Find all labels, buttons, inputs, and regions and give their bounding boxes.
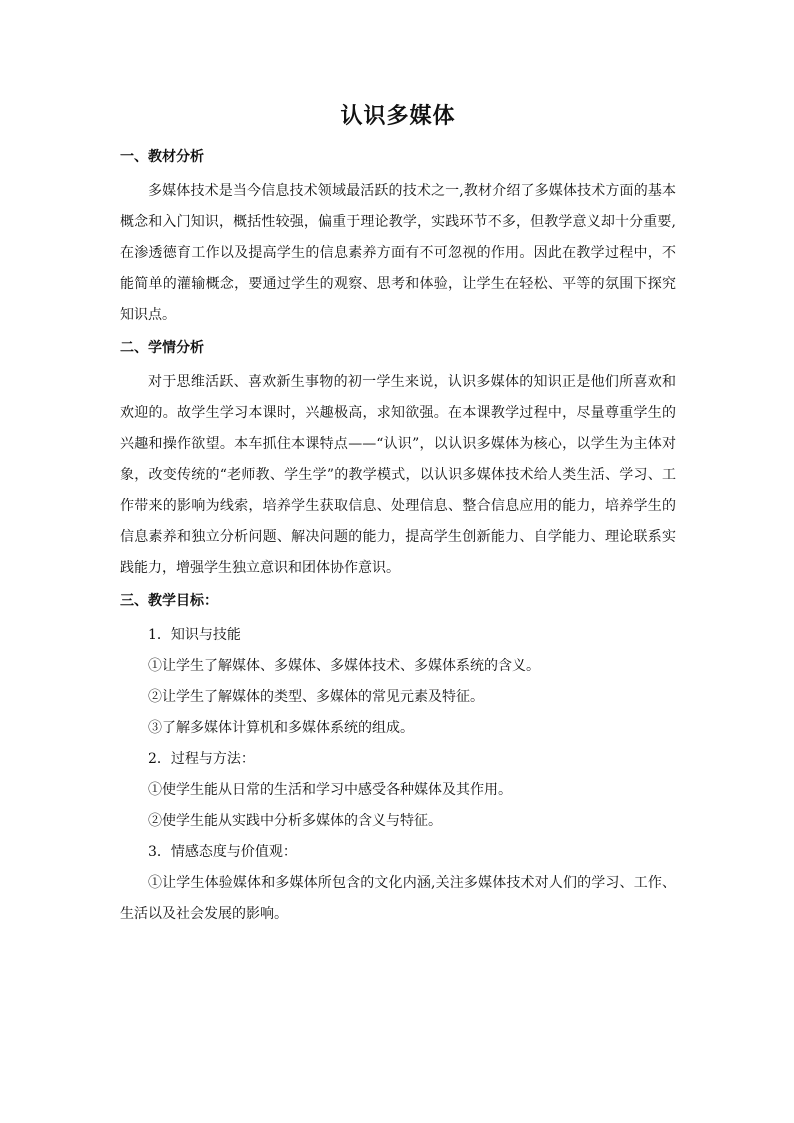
objective-group-title: 2．过程与方法： [148,751,255,767]
section-heading: 一、教材分析 [120,149,204,165]
document-title: 认识多媒体 [340,103,456,129]
section-paragraph: 对于思维活跃、喜欢新生事物的初一学生来说，认识多媒体的知识正是他们所喜欢和欢迎的。故学生学习本课时，兴趣极高，求知欲强。在本课教学过程中，尽量尊重学生的兴趣和操作欲望。本车抓住本课特点——“认识”，以认识多媒体为核心，以学生为主体对象，改变传统的“老师教、学生学”的教学模式，以认识多媒体技术给人类生活、学习、工作带来的影响为线索，培养学生获取信息、处理信息、整合信息应用的能力，培养学生的信息素养和独立分析问题、解决问题的能力，提高学生创新能力、自学能力、理论联系实践能力，增强学生独立意识和团体协作意识。 [120,374,676,576]
objective-item: ②让学生了解媒体的类型、多媒体的常见元素及特征。 [148,689,484,705]
objective-group-title: 1．知识与技能 [148,627,241,643]
objective-group-title: 3．情感态度与价值观： [148,844,297,860]
section-teaching-objectives [120,590,676,930]
section-heading: 二、学情分析 [120,340,204,356]
section-heading: 三、教学目标： [120,593,218,609]
objective-item: ①使学生能从日常的生活和学习中感受各种媒体及其作用。 [148,782,512,798]
objective-item: ①让学生了解媒体、多媒体、多媒体技术、多媒体系统的含义。 [148,658,540,674]
document-page [120,100,676,936]
objective-item: ②使学生能从实践中分析多媒体的含义与特征。 [148,813,442,829]
section-student-analysis [120,337,676,584]
section-textbook-analysis [120,146,676,331]
section-paragraph: 多媒体技术是当今信息技术领域最活跃的技术之一,教材介绍了多媒体技术方面的基本概念和入门知识，概括性较强，偏重于理论教学，实践环节不多，但教学意义却十分重要,在渗透德育工作以及提高学生的信息素养方面有不可忽视的作用。因此在教学过程中，不能简单的灌输概念，要通过学生的观察、思考和体验，让学生在轻松、平等的氛围下探究知识点。 [120,183,676,323]
objective-item: ①让学生体验媒体和多媒体所包含的文化内涵,关注多媒体技术对人们的学习、工作、生活以及社会发展的影响。 [120,875,676,922]
objective-item: ③了解多媒体计算机和多媒体系统的组成。 [148,720,414,736]
